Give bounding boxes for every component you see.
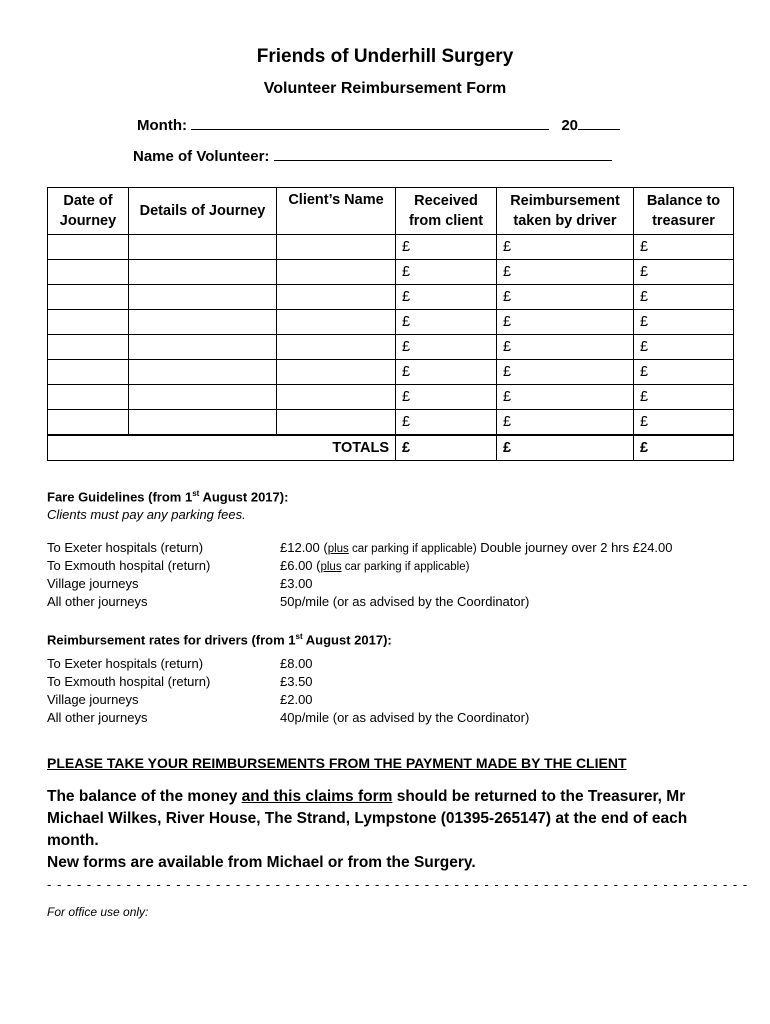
driver-rates-heading (47, 628, 392, 649)
journey-table (47, 187, 734, 461)
rate-destination: To Exeter hospitals (return) (47, 656, 204, 671)
table-cell[interactable]: £ (497, 385, 634, 410)
table-cell[interactable] (277, 360, 396, 385)
header-balance: Balance to treasurer (634, 188, 734, 235)
rate-destination: Village journeys (47, 692, 139, 707)
fare-guidelines (47, 485, 288, 524)
table-cell[interactable] (129, 235, 277, 260)
month-row (137, 116, 620, 134)
header-client: Client’s Name (277, 188, 396, 235)
parking-note: Clients must pay any parking fees. (47, 507, 246, 523)
rate-destination: All other journeys (47, 710, 148, 725)
table-cell[interactable] (48, 360, 129, 385)
table-cell[interactable] (129, 260, 277, 285)
table-cell[interactable] (129, 310, 277, 335)
table-cell[interactable] (129, 360, 277, 385)
table-cell[interactable]: £ (396, 310, 497, 335)
table-row (48, 235, 734, 260)
table-cell[interactable]: £ (634, 360, 734, 385)
table-cell[interactable]: £ (497, 285, 634, 310)
fare-price: £12.00 (plus car parking if applicable) Double journey over 2 hrs £24.00 (280, 540, 673, 555)
table-cell[interactable] (48, 335, 129, 360)
table-row (48, 360, 734, 385)
driver-heading-sup: st (295, 632, 303, 641)
table-cell[interactable]: £ (396, 285, 497, 310)
fare-destination: To Exeter hospitals (return) (47, 540, 204, 555)
table-cell[interactable] (48, 310, 129, 335)
table-cell[interactable] (129, 285, 277, 310)
cut-divider: - - - - - - - - - - - - - - - - - - - - - - - - - - - - - - - - - - - - - - - - - - - - - - - - - - - - - - - - - - - - - - - - - - - - - - - (47, 877, 749, 892)
year-field[interactable] (578, 116, 620, 130)
table-cell[interactable]: £ (497, 410, 634, 436)
table-header-row (48, 188, 734, 235)
fare-heading-text: Fare Guidelines (from 1 (47, 489, 193, 505)
table-cell[interactable] (129, 385, 277, 410)
table-cell[interactable]: £ (634, 260, 734, 285)
table-row (48, 385, 734, 410)
fare-destination: Village journeys (47, 576, 139, 591)
header-date: Date of Journey (48, 188, 129, 235)
table-cell[interactable]: £ (396, 360, 497, 385)
volunteer-row (133, 147, 612, 165)
fare-price: £6.00 (plus car parking if applicable) (280, 558, 470, 573)
table-row (48, 310, 734, 335)
fare-price: £3.00 (280, 576, 313, 591)
table-cell[interactable] (48, 385, 129, 410)
totals-cell[interactable]: £ (497, 435, 634, 461)
table-cell[interactable]: £ (396, 260, 497, 285)
table-row (48, 335, 734, 360)
table-cell[interactable] (277, 385, 396, 410)
return-instructions (47, 786, 727, 874)
header-received: Received from client (396, 188, 497, 235)
table-cell[interactable] (277, 410, 396, 436)
table-cell[interactable]: £ (634, 285, 734, 310)
table-cell[interactable]: £ (634, 235, 734, 260)
table-cell[interactable] (277, 235, 396, 260)
volunteer-label: Name of Volunteer: (133, 148, 270, 165)
table-cell[interactable]: £ (396, 410, 497, 436)
table-cell[interactable] (48, 260, 129, 285)
table-cell[interactable]: £ (396, 235, 497, 260)
return-text-2: should be returned to the Treasurer, Mr Michael Wilkes, River House, The Strand, Lympstone (01395-265147) at the end of each month. (47, 788, 688, 849)
table-cell[interactable] (48, 410, 129, 436)
driver-heading-text: Reimbursement rates for drivers (from 1 (47, 632, 296, 648)
table-cell[interactable] (129, 335, 277, 360)
form-title: Friends of Underhill Surgery (256, 46, 514, 67)
year-label: 20 (561, 117, 579, 134)
table-cell[interactable] (277, 260, 396, 285)
table-cell[interactable] (48, 235, 129, 260)
table-cell[interactable] (129, 410, 277, 436)
fare-destination: All other journeys (47, 594, 148, 609)
fare-heading-date: August 2017): (199, 489, 289, 505)
table-body (48, 235, 734, 461)
table-cell[interactable]: £ (497, 335, 634, 360)
fare-heading-sup: st (192, 489, 200, 498)
table-cell[interactable] (48, 285, 129, 310)
table-cell[interactable]: £ (634, 335, 734, 360)
driver-rates (47, 628, 392, 649)
table-cell[interactable]: £ (497, 310, 634, 335)
month-field[interactable] (191, 116, 549, 130)
fare-destination: To Exmouth hospital (return) (47, 558, 211, 573)
table-row (48, 260, 734, 285)
totals-label: TOTALS (48, 435, 396, 461)
fare-price: 50p/mile (or as advised by the Coordinator) (280, 594, 530, 609)
table-cell[interactable] (277, 285, 396, 310)
rate-price: £3.50 (280, 674, 313, 689)
fare-guidelines-heading (47, 485, 288, 506)
table-cell[interactable]: £ (497, 235, 634, 260)
table-cell[interactable]: £ (634, 410, 734, 436)
return-text-1: The balance of the money (47, 788, 242, 805)
return-text-underlined: and this claims form (241, 788, 393, 805)
totals-cell[interactable]: £ (634, 435, 734, 461)
table-cell[interactable]: £ (634, 310, 734, 335)
table-cell[interactable]: £ (396, 385, 497, 410)
table-row (48, 410, 734, 436)
totals-cell[interactable]: £ (396, 435, 497, 461)
office-use-label: For office use only: (47, 905, 149, 919)
totals-row (48, 435, 734, 461)
volunteer-name-field[interactable] (274, 147, 612, 161)
table-cell[interactable] (277, 310, 396, 335)
table-cell[interactable] (277, 335, 396, 360)
table-cell[interactable]: £ (634, 385, 734, 410)
table-cell[interactable]: £ (497, 360, 634, 385)
new-forms-note: New forms are available from Michael or from the Surgery. (47, 854, 476, 871)
driver-heading-date: August 2017): (302, 632, 392, 648)
header-details: Details of Journey (129, 188, 277, 235)
rate-price: £8.00 (280, 656, 313, 671)
rate-destination: To Exmouth hospital (return) (47, 674, 211, 689)
month-label: Month: (137, 117, 187, 134)
table-row (48, 285, 734, 310)
rate-price: 40p/mile (or as advised by the Coordinator) (280, 710, 530, 725)
table-cell[interactable]: £ (497, 260, 634, 285)
rate-price: £2.00 (280, 692, 313, 707)
header-reimbursement: Reimbursement taken by driver (497, 188, 634, 235)
table-cell[interactable]: £ (396, 335, 497, 360)
reimbursement-notice: PLEASE TAKE YOUR REIMBURSEMENTS FROM THE PAYMENT MADE BY THE CLIENT (47, 755, 627, 771)
form-subtitle: Volunteer Reimbursement Form (263, 80, 507, 97)
